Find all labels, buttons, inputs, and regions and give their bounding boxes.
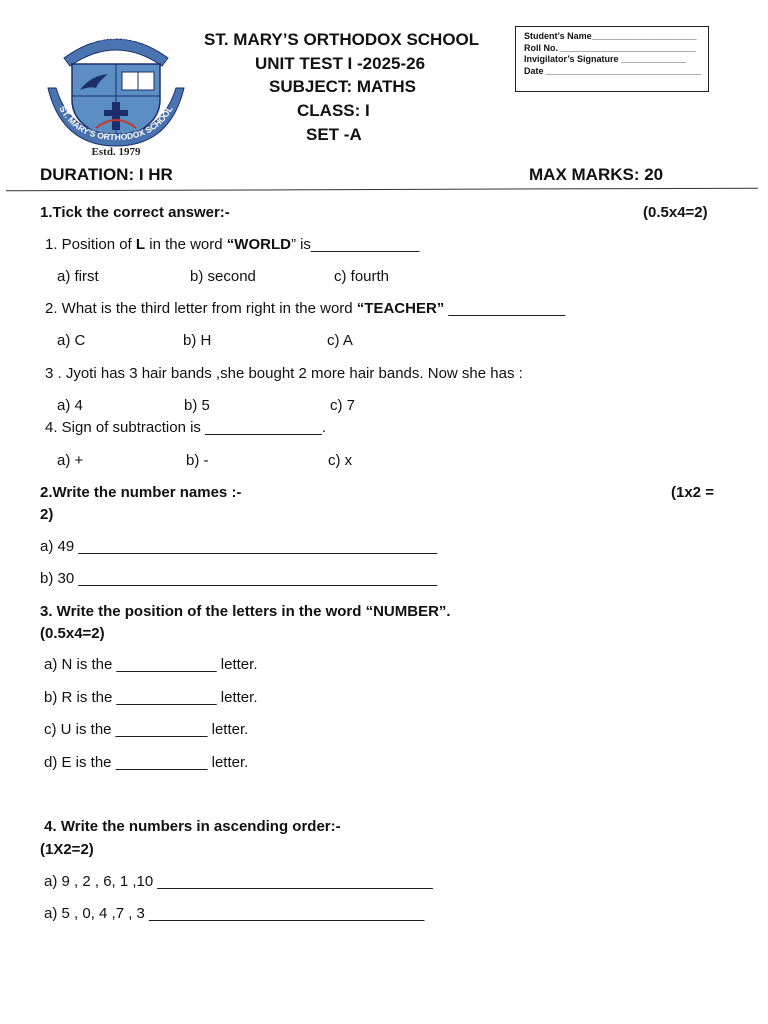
student-name-field[interactable]: Student’s Name_____________________	[524, 31, 697, 41]
school-logo	[46, 28, 186, 156]
q4-item-b[interactable]: a) 5 , 0, 4 ,7 , 3 _________________________________	[44, 905, 425, 922]
logo-estd: Estd. 1979	[91, 146, 141, 156]
class-line: CLASS: I	[297, 101, 370, 120]
q1-item-2-pre: 2. What is the third letter from right in the word	[45, 300, 357, 317]
q1-item-1-option-a[interactable]: a) first	[57, 268, 99, 285]
school-name: ST. MARY’S ORTHODOX SCHOOL	[204, 30, 480, 49]
logo-ribbon-bottom: ST. MARY'S ORTHODOX SCHOOL	[57, 104, 175, 143]
q1-item-3: 3 . Jyoti has 3 hair bands ,she bought 2 more hair bands. Now she has :	[45, 365, 523, 382]
q1-item-1-option-b[interactable]: b) second	[190, 268, 256, 285]
q1-item-4-option-b[interactable]: b) -	[186, 452, 209, 469]
q1-item-4: 4. Sign of subtraction is ______________.	[45, 419, 327, 436]
q3-marks: (0.5x4=2)	[40, 625, 105, 642]
date-field[interactable]: Date _______________________________	[524, 65, 702, 76]
max-marks: MAX MARKS: 20	[529, 165, 664, 184]
q1-item-2	[45, 300, 565, 318]
invigilator-signature-field[interactable]: Invigilator’s Signature _____________	[524, 54, 687, 64]
student-info-box	[515, 26, 709, 92]
q2-marks: (1x2 =	[671, 484, 714, 501]
q1-title: 1.Tick the correct answer:-	[40, 204, 230, 221]
q1-item-3-option-a[interactable]: a) 4	[57, 397, 83, 414]
logo-ribbon-top: LOVE ONE ANOTHER	[73, 31, 159, 52]
q1-item-1-post: ” is_____________	[290, 236, 420, 253]
q3-item-c[interactable]: c) U is the ___________ letter.	[44, 721, 249, 738]
set-line: SET -A	[306, 125, 362, 144]
q1-item-4-option-c[interactable]: c) x	[328, 452, 353, 469]
q1-item-2-post: ______________	[444, 300, 566, 317]
q1-item-1-mid: in the word	[145, 236, 227, 253]
test-title: UNIT TEST I -2025-26	[255, 54, 426, 73]
q1-item-1	[45, 236, 419, 254]
subject-line: SUBJECT: MATHS	[269, 77, 417, 96]
roll-number-field[interactable]: Roll No. ___________________________	[524, 42, 696, 53]
q1-item-1-letter: L	[135, 236, 146, 253]
q1-item-2-option-c[interactable]: c) A	[327, 332, 353, 349]
q3-item-a[interactable]: a) N is the ____________ letter.	[44, 656, 258, 673]
duration: DURATION: I HR	[40, 165, 173, 184]
q1-item-1-option-c[interactable]: c) fourth	[334, 268, 390, 285]
q2-title: 2.Write the number names :-	[40, 484, 242, 501]
q3-item-d[interactable]: d) E is the ___________ letter.	[44, 754, 249, 771]
q1-item-4-option-a[interactable]: a) +	[57, 452, 84, 469]
q1-item-1-word: “WORLD	[226, 236, 291, 253]
q4-marks: (1X2=2)	[40, 841, 94, 858]
q2-item-b[interactable]: b) 30 ___________________________________________	[40, 570, 438, 587]
q4-item-a[interactable]: a) 9 , 2 , 6, 1 ,10 _________________________________	[44, 873, 433, 890]
q2-item-a[interactable]: a) 49 ___________________________________________	[40, 538, 438, 555]
q1-item-2-option-b[interactable]: b) H	[183, 332, 212, 349]
q1-item-3-option-b[interactable]: b) 5	[184, 397, 210, 414]
q1-marks: (0.5x4=2)	[643, 204, 708, 221]
q1-item-1-pre: 1. Position of	[45, 236, 136, 253]
q1-item-2-word: “TEACHER”	[356, 300, 445, 317]
header-divider	[6, 188, 758, 192]
q4-title: 4. Write the numbers in ascending order:-	[40, 818, 341, 835]
q3-title: 3. Write the position of the letters in the word “NUMBER”.	[40, 603, 451, 620]
q1-item-3-option-c[interactable]: c) 7	[330, 397, 356, 414]
q2-marks-cont: 2)	[40, 506, 54, 523]
q1-item-2-option-a[interactable]: a) C	[57, 332, 86, 349]
q3-item-b[interactable]: b) R is the ____________ letter.	[44, 689, 258, 706]
